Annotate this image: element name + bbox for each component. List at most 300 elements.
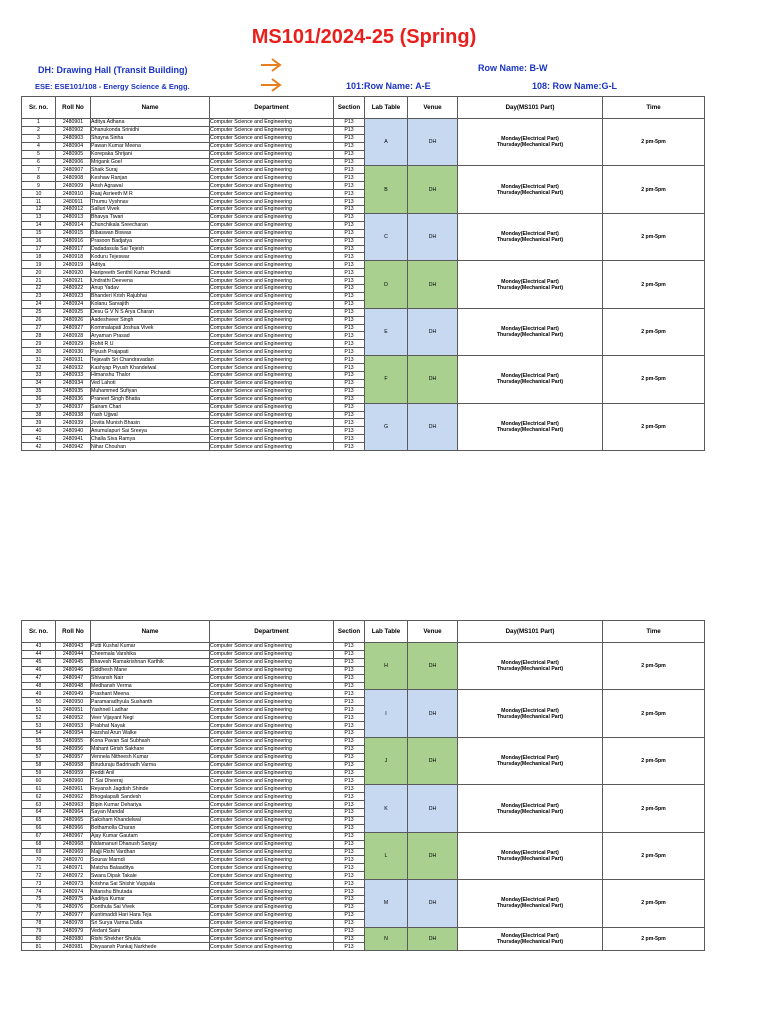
name-cell: Mahant Girish Sakhare (91, 745, 210, 753)
sr-cell: 18 (22, 253, 56, 261)
section-cell: P13 (334, 308, 365, 316)
column-header: Department (210, 97, 334, 119)
day-line-mechanical: Thursday(Mechanical Part) (496, 855, 564, 862)
roll-cell: 2480934 (56, 379, 91, 387)
section-cell: P13 (334, 364, 365, 372)
sr-cell: 45 (22, 658, 56, 666)
section-cell: P13 (334, 237, 365, 245)
department-cell: Computer Science and Engineering (210, 809, 334, 817)
venue-cell: DH (408, 261, 458, 308)
department-cell: Computer Science and Engineering (210, 379, 334, 387)
name-cell: Bhogalapalli Sandesh (91, 793, 210, 801)
roll-cell: 2480904 (56, 142, 91, 150)
column-header: Time (603, 97, 705, 119)
table-row (22, 880, 705, 888)
day-line-mechanical: Thursday(Mechanical Part) (496, 903, 564, 910)
roll-cell: 2480921 (56, 277, 91, 285)
roll-cell: 2480905 (56, 150, 91, 158)
department-cell: Computer Science and Engineering (210, 761, 334, 769)
name-cell: Bipin Kumar Dehariya (91, 801, 210, 809)
time-cell: 2 pm-5pm (603, 261, 705, 308)
sr-cell: 47 (22, 674, 56, 682)
sr-cell: 16 (22, 237, 56, 245)
sr-cell: 65 (22, 816, 56, 824)
day-line-electrical: Monday(Electrical Part) (501, 849, 559, 856)
time-cell: 2 pm-5pm (603, 356, 705, 403)
lab-table-cell: L (365, 832, 408, 879)
arrow-right-icon (260, 78, 282, 92)
name-cell: Korepaka Shrijani (91, 150, 210, 158)
day-line-mechanical: Thursday(Mechanical Part) (496, 808, 564, 815)
department-cell: Computer Science and Engineering (210, 777, 334, 785)
venue-cell: DH (408, 927, 458, 951)
sr-cell: 66 (22, 824, 56, 832)
sr-cell: 39 (22, 419, 56, 427)
name-cell: Kolanu Sarvajith (91, 300, 210, 308)
section-cell: P13 (334, 919, 365, 927)
name-cell: Bhavesh Ramakrishnan Karthik (91, 658, 210, 666)
roll-cell: 2480976 (56, 903, 91, 911)
time-cell: 2 pm-5pm (603, 308, 705, 355)
department-cell: Computer Science and Engineering (210, 872, 334, 880)
section-cell: P13 (334, 332, 365, 340)
department-cell: Computer Science and Engineering (210, 722, 334, 730)
department-cell: Computer Science and Engineering (210, 119, 334, 127)
department-cell: Computer Science and Engineering (210, 316, 334, 324)
roll-cell: 2480913 (56, 213, 91, 221)
sr-cell: 59 (22, 769, 56, 777)
sr-cell: 32 (22, 364, 56, 372)
section-cell: P13 (334, 150, 365, 158)
sr-cell: 72 (22, 872, 56, 880)
section-cell: P13 (334, 809, 365, 817)
name-cell: Kashyap Piyush Khandelwal (91, 364, 210, 372)
roll-cell: 2480935 (56, 387, 91, 395)
department-cell: Computer Science and Engineering (210, 332, 334, 340)
day-cell (458, 166, 603, 213)
name-cell: Matcha Balaaditya (91, 864, 210, 872)
section-cell: P13 (334, 888, 365, 896)
day-line-mechanical: Thursday(Mechanical Part) (496, 761, 564, 768)
section-cell: P13 (334, 777, 365, 785)
name-cell: Bibaswan Biswas (91, 229, 210, 237)
name-cell: Sri Surya Varma Datla (91, 919, 210, 927)
department-cell: Computer Science and Engineering (210, 182, 334, 190)
table-row (22, 690, 705, 698)
roster-table (21, 96, 705, 451)
name-cell: Veer Vijayant Negi (91, 714, 210, 722)
legend-row-101: 101:Row Name: A-E (346, 81, 431, 91)
roll-cell: 2480958 (56, 761, 91, 769)
department-cell: Computer Science and Engineering (210, 253, 334, 261)
roll-cell: 2480974 (56, 888, 91, 896)
roll-cell: 2480914 (56, 221, 91, 229)
sr-cell: 22 (22, 285, 56, 293)
section-cell: P13 (334, 435, 365, 443)
name-cell: Reyansh Jagdish Shinde (91, 785, 210, 793)
department-cell: Computer Science and Engineering (210, 435, 334, 443)
department-cell: Computer Science and Engineering (210, 816, 334, 824)
section-cell: P13 (334, 658, 365, 666)
name-cell: Prasoon Badjatya (91, 237, 210, 245)
column-header: Sr. no. (22, 97, 56, 119)
department-cell: Computer Science and Engineering (210, 903, 334, 911)
roll-cell: 2480960 (56, 777, 91, 785)
day-cell (458, 261, 603, 308)
section-cell: P13 (334, 864, 365, 872)
section-cell: P13 (334, 213, 365, 221)
name-cell: Aditya (91, 261, 210, 269)
roll-cell: 2480956 (56, 745, 91, 753)
roll-cell: 2480925 (56, 308, 91, 316)
roll-cell: 2480910 (56, 190, 91, 198)
time-cell: 2 pm-5pm (603, 166, 705, 213)
venue-cell: DH (408, 832, 458, 879)
department-cell: Computer Science and Engineering (210, 292, 334, 300)
section-cell: P13 (334, 745, 365, 753)
department-cell: Computer Science and Engineering (210, 348, 334, 356)
department-cell: Computer Science and Engineering (210, 745, 334, 753)
department-cell: Computer Science and Engineering (210, 364, 334, 372)
section-cell: P13 (334, 126, 365, 134)
roll-cell: 2480961 (56, 785, 91, 793)
section-cell: P13 (334, 674, 365, 682)
time-cell: 2 pm-5pm (603, 403, 705, 450)
department-cell: Computer Science and Engineering (210, 395, 334, 403)
sr-cell: 36 (22, 395, 56, 403)
name-cell: Ansh Agrawal (91, 182, 210, 190)
name-cell: Putti Kushal Kumar (91, 643, 210, 651)
name-cell: Bhavya Tiwari (91, 213, 210, 221)
section-cell: P13 (334, 205, 365, 213)
sr-cell: 29 (22, 340, 56, 348)
name-cell: Challa Siva Ramya (91, 435, 210, 443)
roll-cell: 2480979 (56, 927, 91, 935)
roll-cell: 2480948 (56, 682, 91, 690)
column-header: Roll No (56, 97, 91, 119)
section-cell: P13 (334, 285, 365, 293)
sr-cell: 62 (22, 793, 56, 801)
name-cell: Undrathi Deevena (91, 277, 210, 285)
name-cell: Rishi Shekher Shukla (91, 935, 210, 943)
department-cell: Computer Science and Engineering (210, 443, 334, 451)
name-cell: Majji Rishi Vardhan (91, 848, 210, 856)
sr-cell: 71 (22, 864, 56, 872)
day-line-electrical: Monday(Electrical Part) (501, 707, 559, 714)
roll-cell: 2480959 (56, 769, 91, 777)
lab-table-cell: H (365, 643, 408, 690)
department-cell: Computer Science and Engineering (210, 840, 334, 848)
arrow-right-icon (260, 58, 282, 72)
name-cell: Thumu Vyshnav (91, 198, 210, 206)
sr-cell: 80 (22, 935, 56, 943)
day-line-electrical: Monday(Electrical Part) (501, 897, 559, 904)
name-cell: Nitanshu Bhutada (91, 888, 210, 896)
department-cell: Computer Science and Engineering (210, 658, 334, 666)
header-row (22, 621, 705, 643)
lab-table-cell: M (365, 880, 408, 927)
roll-cell: 2480954 (56, 729, 91, 737)
section-cell: P13 (334, 666, 365, 674)
roll-cell: 2480906 (56, 158, 91, 166)
name-cell: Bothamolla Charan (91, 824, 210, 832)
name-cell: Reddi Anil (91, 769, 210, 777)
department-cell: Computer Science and Engineering (210, 427, 334, 435)
roll-cell: 2480945 (56, 658, 91, 666)
name-cell: Prabhat Nayak (91, 722, 210, 730)
sr-cell: 28 (22, 332, 56, 340)
name-cell: Haripreeth Senthil Kumar Pichandi (91, 269, 210, 277)
name-cell: Anumulapuri Sai Sreeya (91, 427, 210, 435)
roll-cell: 2480977 (56, 911, 91, 919)
department-cell: Computer Science and Engineering (210, 943, 334, 951)
name-cell: Kommalapati Joshua Vivek (91, 324, 210, 332)
section-cell: P13 (334, 379, 365, 387)
sr-cell: 1 (22, 119, 56, 127)
name-cell: Paramaradhyula Sushanth (91, 698, 210, 706)
department-cell: Computer Science and Engineering (210, 411, 334, 419)
sr-cell: 10 (22, 190, 56, 198)
section-cell: P13 (334, 229, 365, 237)
department-cell: Computer Science and Engineering (210, 285, 334, 293)
name-cell: Krishna Sai Shishir Vuppala (91, 880, 210, 888)
sr-cell: 60 (22, 777, 56, 785)
legend-row-108: 108: Row Name:G-L (532, 81, 618, 91)
name-cell: Nidamanuri Dhanush Sanjay (91, 840, 210, 848)
roll-cell: 2480933 (56, 372, 91, 380)
column-header: Name (91, 621, 210, 643)
roll-cell: 2480929 (56, 340, 91, 348)
sr-cell: 2 (22, 126, 56, 134)
section-cell: P13 (334, 292, 365, 300)
roll-cell: 2480932 (56, 364, 91, 372)
day-line-mechanical: Thursday(Mechanical Part) (496, 666, 564, 673)
roll-cell: 2480917 (56, 245, 91, 253)
section-cell: P13 (334, 245, 365, 253)
department-cell: Computer Science and Engineering (210, 134, 334, 142)
table-row (22, 737, 705, 745)
venue-cell: DH (408, 213, 458, 260)
department-cell: Computer Science and Engineering (210, 650, 334, 658)
name-cell: Jovita Munish Bhasin (91, 419, 210, 427)
section-cell: P13 (334, 650, 365, 658)
roll-cell: 2480911 (56, 198, 91, 206)
roll-cell: 2480916 (56, 237, 91, 245)
section-cell: P13 (334, 872, 365, 880)
legend-dh: DH: Drawing Hall (Transit Building) (38, 65, 188, 75)
name-cell: Keshaw Ranjan (91, 174, 210, 182)
department-cell: Computer Science and Engineering (210, 324, 334, 332)
day-line-electrical: Monday(Electrical Part) (501, 660, 559, 667)
department-cell: Computer Science and Engineering (210, 221, 334, 229)
sr-cell: 73 (22, 880, 56, 888)
section-cell: P13 (334, 753, 365, 761)
department-cell: Computer Science and Engineering (210, 190, 334, 198)
sr-cell: 79 (22, 927, 56, 935)
name-cell: Cheemala Varshika (91, 650, 210, 658)
sr-cell: 5 (22, 150, 56, 158)
department-cell: Computer Science and Engineering (210, 729, 334, 737)
section-cell: P13 (334, 269, 365, 277)
name-cell: Koduru Tejeswar (91, 253, 210, 261)
day-line-electrical: Monday(Electrical Part) (501, 278, 559, 285)
section-cell: P13 (334, 816, 365, 824)
department-cell: Computer Science and Engineering (210, 911, 334, 919)
department-cell: Computer Science and Engineering (210, 142, 334, 150)
name-cell: Muhammed Sufiyan (91, 387, 210, 395)
sr-cell: 67 (22, 832, 56, 840)
table-row (22, 213, 705, 221)
sr-cell: 42 (22, 443, 56, 451)
day-cell (458, 119, 603, 166)
roll-cell: 2480947 (56, 674, 91, 682)
day-cell (458, 832, 603, 879)
name-cell: Kuntimaddi Hari Hara Teja (91, 911, 210, 919)
name-cell: Aadeshveer Singh (91, 316, 210, 324)
sr-cell: 77 (22, 911, 56, 919)
department-cell: Computer Science and Engineering (210, 174, 334, 182)
roll-cell: 2480922 (56, 285, 91, 293)
roll-cell: 2480953 (56, 722, 91, 730)
day-line-mechanical: Thursday(Mechanical Part) (496, 237, 564, 244)
section-cell: P13 (334, 277, 365, 285)
roll-cell: 2480915 (56, 229, 91, 237)
section-cell: P13 (334, 880, 365, 888)
sr-cell: 53 (22, 722, 56, 730)
sr-cell: 81 (22, 943, 56, 951)
sr-cell: 51 (22, 706, 56, 714)
section-cell: P13 (334, 221, 365, 229)
roll-cell: 2480969 (56, 848, 91, 856)
section-cell: P13 (334, 198, 365, 206)
roll-cell: 2480981 (56, 943, 91, 951)
roll-cell: 2480924 (56, 300, 91, 308)
venue-cell: DH (408, 785, 458, 832)
sr-cell: 4 (22, 142, 56, 150)
day-line-electrical: Monday(Electrical Part) (501, 183, 559, 190)
sr-cell: 12 (22, 205, 56, 213)
roll-cell: 2480973 (56, 880, 91, 888)
roll-cell: 2480908 (56, 174, 91, 182)
section-cell: P13 (334, 372, 365, 380)
sr-cell: 64 (22, 809, 56, 817)
section-cell: P13 (334, 785, 365, 793)
section-cell: P13 (334, 387, 365, 395)
sr-cell: 33 (22, 372, 56, 380)
name-cell: Prashant Meena (91, 690, 210, 698)
column-header: Day(MS101 Part) (458, 621, 603, 643)
table-row (22, 643, 705, 651)
name-cell: Nihar Chouhan (91, 443, 210, 451)
roll-cell: 2480975 (56, 896, 91, 904)
department-cell: Computer Science and Engineering (210, 237, 334, 245)
section-cell: P13 (334, 427, 365, 435)
time-cell: 2 pm-5pm (603, 643, 705, 690)
roll-cell: 2480942 (56, 443, 91, 451)
column-header: Name (91, 97, 210, 119)
section-cell: P13 (334, 801, 365, 809)
day-cell (458, 880, 603, 927)
day-cell (458, 927, 603, 951)
department-cell: Computer Science and Engineering (210, 419, 334, 427)
day-line-electrical: Monday(Electrical Part) (501, 932, 559, 939)
department-cell: Computer Science and Engineering (210, 919, 334, 927)
department-cell: Computer Science and Engineering (210, 300, 334, 308)
roll-cell: 2480930 (56, 348, 91, 356)
table-row (22, 832, 705, 840)
section-cell: P13 (334, 832, 365, 840)
lab-table-cell: C (365, 213, 408, 260)
day-line-mechanical: Thursday(Mechanical Part) (496, 938, 564, 945)
column-header: Department (210, 621, 334, 643)
day-cell (458, 737, 603, 784)
sr-cell: 8 (22, 174, 56, 182)
roll-cell: 2480980 (56, 935, 91, 943)
department-cell: Computer Science and Engineering (210, 801, 334, 809)
lab-table-cell: J (365, 737, 408, 784)
day-line-mechanical: Thursday(Mechanical Part) (496, 142, 564, 149)
department-cell: Computer Science and Engineering (210, 880, 334, 888)
name-cell: Medhansh Verma (91, 682, 210, 690)
sr-cell: 14 (22, 221, 56, 229)
sr-cell: 13 (22, 213, 56, 221)
department-cell: Computer Science and Engineering (210, 832, 334, 840)
name-cell: Dadadasula Sai Tejesh (91, 245, 210, 253)
sr-cell: 40 (22, 427, 56, 435)
table-row (22, 308, 705, 316)
day-cell (458, 308, 603, 355)
day-cell (458, 403, 603, 450)
sr-cell: 25 (22, 308, 56, 316)
roll-cell: 2480978 (56, 919, 91, 927)
sr-cell: 63 (22, 801, 56, 809)
column-header: Section (334, 621, 365, 643)
department-cell: Computer Science and Engineering (210, 158, 334, 166)
roll-cell: 2480920 (56, 269, 91, 277)
section-cell: P13 (334, 443, 365, 451)
name-cell: Mrigank Goel (91, 158, 210, 166)
legend-ese: ESE: ESE101/108 - Energy Science & Engg. (35, 82, 190, 91)
section-cell: P13 (334, 403, 365, 411)
department-cell: Computer Science and Engineering (210, 356, 334, 364)
venue-cell: DH (408, 356, 458, 403)
department-cell: Computer Science and Engineering (210, 824, 334, 832)
department-cell: Computer Science and Engineering (210, 198, 334, 206)
section-cell: P13 (334, 793, 365, 801)
section-cell: P13 (334, 643, 365, 651)
roll-cell: 2480939 (56, 419, 91, 427)
department-cell: Computer Science and Engineering (210, 229, 334, 237)
section-cell: P13 (334, 348, 365, 356)
name-cell: Aditya Adhana (91, 119, 210, 127)
sr-cell: 38 (22, 411, 56, 419)
venue-cell: DH (408, 690, 458, 737)
name-cell: Vennela Nitheesh Kumar (91, 753, 210, 761)
sr-cell: 37 (22, 403, 56, 411)
sr-cell: 21 (22, 277, 56, 285)
section-cell: P13 (334, 174, 365, 182)
section-cell: P13 (334, 761, 365, 769)
department-cell: Computer Science and Engineering (210, 643, 334, 651)
roll-cell: 2480964 (56, 809, 91, 817)
day-line-electrical: Monday(Electrical Part) (501, 420, 559, 427)
roll-cell: 2480901 (56, 119, 91, 127)
column-header: Lab Table (365, 97, 408, 119)
sr-cell: 41 (22, 435, 56, 443)
venue-cell: DH (408, 737, 458, 784)
lab-table-cell: E (365, 308, 408, 355)
venue-cell: DH (408, 880, 458, 927)
